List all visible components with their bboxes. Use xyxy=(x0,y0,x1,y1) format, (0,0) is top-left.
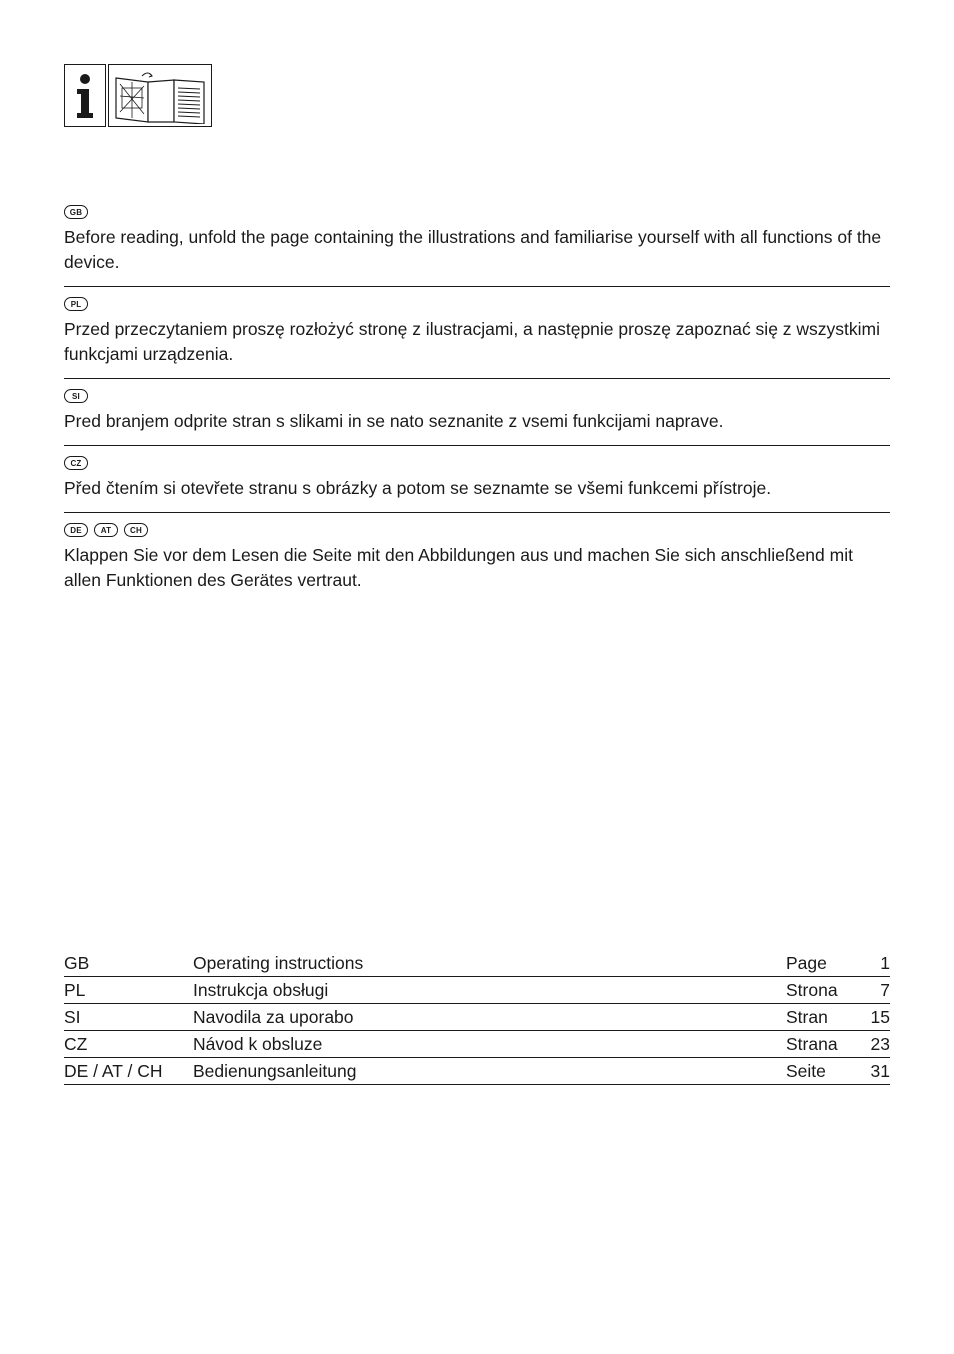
toc-language-code: GB xyxy=(64,950,193,977)
toc-page-label: Seite xyxy=(786,1058,846,1085)
section-text: Klappen Sie vor dem Lesen die Seite mit den Abbildungen aus und machen Sie sich anschließend mit allen Funktionen des Gerätes vertraut. xyxy=(64,545,853,590)
toc-page-label: Strona xyxy=(786,977,846,1004)
language-badges xyxy=(64,297,890,311)
language-badges xyxy=(64,205,890,219)
unfold-pages-icon xyxy=(108,64,212,127)
toc-page-number: 7 xyxy=(846,977,890,1004)
toc-row-cz[interactable] xyxy=(64,1031,890,1058)
info-i-icon xyxy=(64,64,106,127)
language-sections xyxy=(64,205,890,614)
language-badge-gb: GB xyxy=(64,205,88,219)
toc-page-label: Page xyxy=(786,950,846,977)
section-pl xyxy=(64,297,890,379)
language-badges xyxy=(64,456,890,470)
toc-title: Návod k obsluze xyxy=(193,1031,786,1058)
section-text: Before reading, unfold the page containing the illustrations and familiarise yourself with all functions of the device. xyxy=(64,227,882,272)
language-badge-cz: CZ xyxy=(64,456,88,470)
toc-row-gb[interactable] xyxy=(64,950,890,977)
section-text: Przed przeczytaniem proszę rozłożyć stronę z ilustracjami, a następnie proszę zapoznać się z wszystkimi funkcjami urządzenia. xyxy=(64,319,881,364)
toc-title: Operating instructions xyxy=(193,950,786,977)
language-badge-de: DE xyxy=(64,523,88,537)
toc-language-code: PL xyxy=(64,977,193,1004)
language-badge-at: AT xyxy=(94,523,118,537)
section-de-at-ch xyxy=(64,523,890,604)
header-icons xyxy=(64,64,212,127)
toc-page-label: Strana xyxy=(786,1031,846,1058)
toc-language-code: DE / AT / CH xyxy=(64,1058,193,1085)
toc-row-si[interactable] xyxy=(64,1004,890,1031)
toc-row-de-at-ch[interactable] xyxy=(64,1058,890,1085)
section-si xyxy=(64,389,890,446)
language-badges xyxy=(64,389,890,403)
section-cz xyxy=(64,456,890,513)
toc-page-label: Stran xyxy=(786,1004,846,1031)
toc-title: Bedienungsanleitung xyxy=(193,1058,786,1085)
toc-page-number: 31 xyxy=(846,1058,890,1085)
table-of-contents xyxy=(64,950,890,1085)
toc-language-code: CZ xyxy=(64,1031,193,1058)
language-badge-ch: CH xyxy=(124,523,148,537)
language-badge-si: SI xyxy=(64,389,88,403)
language-badge-pl: PL xyxy=(64,297,88,311)
section-gb xyxy=(64,205,890,287)
language-badges xyxy=(64,523,890,537)
toc-language-code: SI xyxy=(64,1004,193,1031)
section-text: Pred branjem odprite stran s slikami in se nato seznanite z vsemi funkcijami naprave. xyxy=(64,411,724,431)
toc-page-number: 23 xyxy=(846,1031,890,1058)
toc-title: Navodila za uporabo xyxy=(193,1004,786,1031)
toc-title: Instrukcja obsługi xyxy=(193,977,786,1004)
section-text: Před čtením si otevřete stranu s obrázky a potom se seznamte se všemi funkcemi přístroje. xyxy=(64,478,772,498)
toc-row-pl[interactable] xyxy=(64,977,890,1004)
toc-page-number: 1 xyxy=(846,950,890,977)
toc-page-number: 15 xyxy=(846,1004,890,1031)
